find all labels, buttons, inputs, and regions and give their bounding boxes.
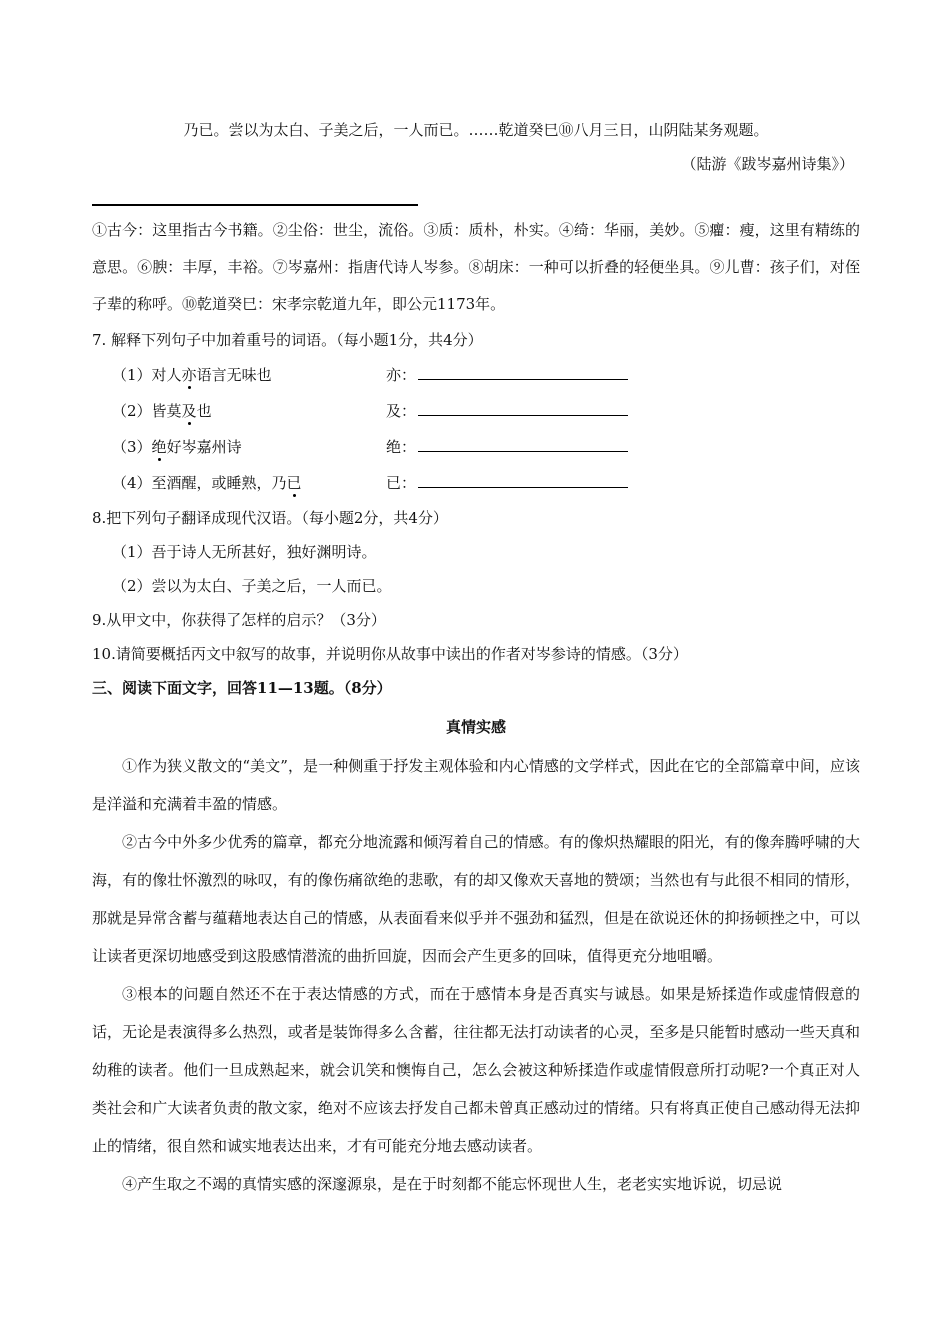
footnotes: ①古今：这里指古今书籍。②尘俗：世尘，流俗。③质：质朴，朴实。④绮：华丽，美妙。⑤癯：瘦，这里有精练的意思。⑥腴：丰厚，丰裕。⑦岑嘉州：指唐代诗人岑参。⑧胡床：一种可以折叠的轻便坐具。⑨儿曹：孩子们，对侄子辈的称呼。⑩乾道癸巳：宋孝宗乾道九年，即公元1173年。 [92, 221, 860, 313]
footnote-divider [92, 204, 418, 206]
q7-item-1-suffix: 语言无味也 [196, 366, 272, 384]
q7-item-4-emphasis: 已 [286, 474, 302, 492]
question-8-stem: 8.把下列句子翻译成现代汉语。（每小题2分，共4分） [92, 509, 448, 527]
q7-item-3-answer-blank[interactable] [418, 433, 628, 452]
q7-item-1-emphasis: 亦 [181, 366, 197, 384]
passage-continuation: 乃已。尝以为太白、子美之后，一人而已。……乾道癸巳⑩八月三日，山阴陆某务观题。 [183, 121, 769, 139]
q8-sentence-2: （2）尝以为太白、子美之后，一人而已。 [112, 577, 392, 595]
q7-item-2-emphasis: 及 [181, 402, 197, 420]
page-content [92, 118, 860, 1203]
q7-item-4-prefix: （4）至酒醒，或睡熟，乃 [112, 474, 287, 492]
q7-item-2-suffix: 也 [196, 402, 212, 420]
article-paragraph-1: ①作为狭义散文的“美文”，是一种侧重于抒发主观体验和内心情感的文学样式，因此在它的全部篇章中间，应该是洋溢和充满着丰盈的情感。 [92, 757, 860, 813]
question-7-stem: 7. 解释下列句子中加着重号的词语。（每小题1分，共4分） [92, 331, 483, 349]
q7-item-1-label: 亦： [386, 366, 417, 384]
q7-item-4-label: 已： [386, 474, 417, 492]
passage-source: （陆游《跋岑嘉州诗集》） [681, 155, 854, 173]
q7-item-1-answer-blank[interactable] [418, 361, 628, 380]
q7-item-2-label: 及： [386, 402, 417, 420]
q7-item-3-prefix: （3） [112, 438, 152, 456]
q7-item-3-suffix: 好岑嘉州诗 [166, 438, 242, 456]
article-paragraph-4: ④产生取之不竭的真情实感的深邃源泉，是在于时刻都不能忘怀现世人生，老老实实地诉说，切忌说 [122, 1175, 783, 1193]
q7-item-1 [92, 357, 860, 393]
q7-item-2 [92, 393, 860, 429]
question-10: 10.请简要概括丙文中叙写的故事，并说明你从故事中读出的作者对岑参诗的情感。（3分） [92, 645, 688, 663]
q7-item-4-answer-blank[interactable] [418, 469, 628, 488]
article-title: 真情实感 [445, 718, 506, 736]
q7-item-2-answer-blank[interactable] [418, 397, 628, 416]
article-paragraph-2: ②古今中外多少优秀的篇章，都充分地流露和倾泻着自己的情感。有的像炽热耀眼的阳光，有的像奔腾呼啸的大海，有的像壮怀激烈的咏叹，有的像伤痛欲绝的悲歌，有的却又像欢天喜地的赞颂；当然也有与此很不相同的情形，那就是异常含蓄与蕴藉地表达自己的情感，从表面看来似乎并不强劲和猛烈，但是在欲说还休的抑扬顿挫之中，可以让读者更深切地感受到这股感情潜流的曲折回旋，因而会产生更多的回味，值得更充分地咀嚼。 [92, 833, 860, 965]
article-paragraph-3: ③根本的问题自然还不在于表达情感的方式，而在于感情本身是否真实与诚恳。如果是矫揉造作或虚情假意的话，无论是表演得多么热烈，或者是装饰得多么含蓄，往往都无法打动读者的心灵，至多是只能暂时感动一些天真和幼稚的读者。他们一旦成熟起来，就会讥笑和懊悔自己，怎么会被这种矫揉造作或虚情假意所打动呢?一个真正对人类社会和广大读者负责的散文家，绝对不应该去抒发自己都未曾真正感动过的情绪。只有将真正使自己感动得无法抑止的情绪，很自然和诚实地表达出来，才有可能充分地去感动读者。 [92, 985, 860, 1155]
q8-sentence-1: （1）吾于诗人无所甚好，独好渊明诗。 [112, 543, 377, 561]
q7-item-3 [92, 429, 860, 465]
section-3-heading: 三、阅读下面文字，回答11—13题。（8分） [92, 679, 392, 697]
q7-item-4 [92, 465, 860, 501]
question-9: 9.从甲文中，你获得了怎样的启示？（3分） [92, 611, 386, 629]
q7-item-3-label: 绝： [386, 438, 417, 456]
q7-item-2-prefix: （2）皆莫 [112, 402, 182, 420]
q7-item-1-prefix: （1）对人 [112, 366, 182, 384]
q7-item-3-emphasis: 绝 [151, 438, 167, 456]
